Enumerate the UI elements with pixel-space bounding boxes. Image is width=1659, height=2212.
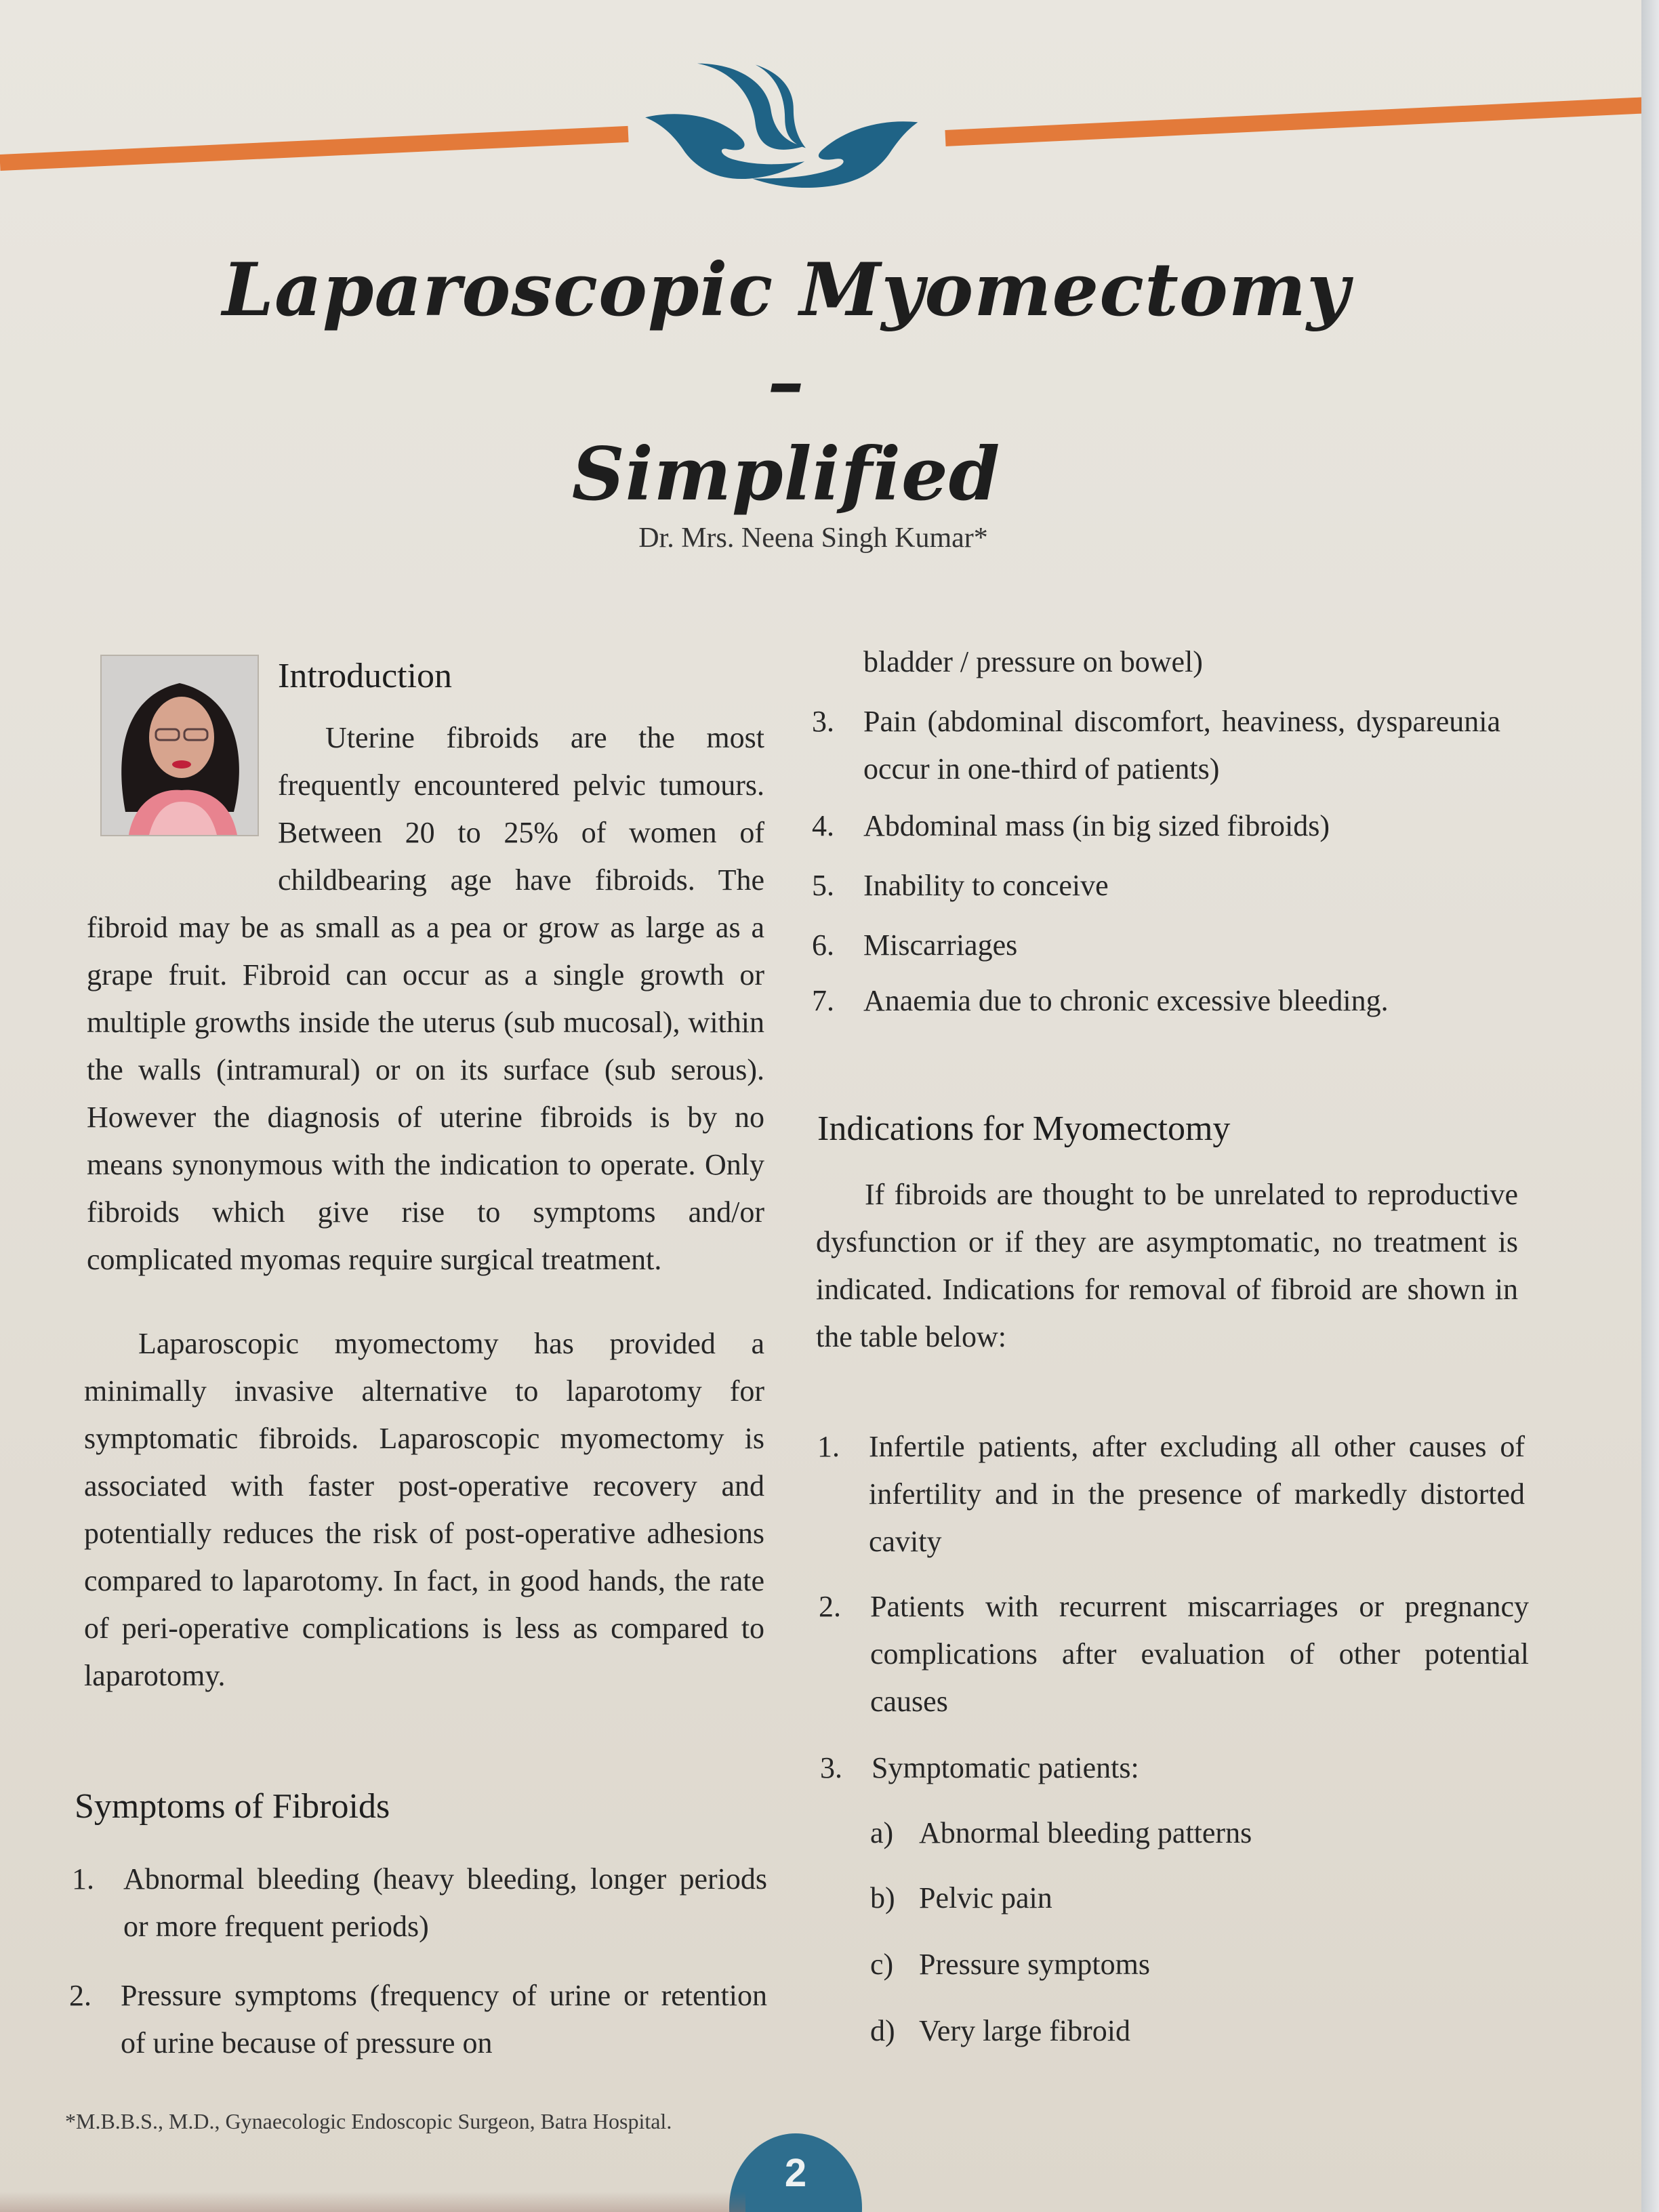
indication-item [819, 1583, 1529, 1725]
list-number: 2. [819, 1590, 841, 1623]
list-number: 3. [820, 1751, 842, 1784]
article-title [203, 244, 1369, 520]
symptom-item [812, 698, 1500, 793]
symptom-item [812, 802, 1500, 850]
indication-text: Patients with recurrent miscarriages or pregnancy complications after evaluation of other potential causes [870, 1590, 1529, 1718]
symptom-text: Anaemia due to chronic excessive bleeding. [863, 984, 1389, 1017]
page-number-badge: 2 [729, 2133, 862, 2212]
introduction-paragraph-2-text: Laparoscopic myomectomy has provided a minimally invasive alternative to laparotomy for symptomatic fibroids. Laparoscopic myomectomy is associated with faster post-operative recovery and potentially reduces the risk of post-operative adhesions compared to laparotomy. In fact, in good hands, the rate of peri-operative complications is less as compared to laparotomy. [84, 1327, 764, 1692]
list-number: 4. [812, 809, 834, 842]
indications-paragraph [816, 1171, 1518, 1361]
sub-item-text: Abnormal bleeding patterns [919, 1816, 1252, 1849]
symptom-item [72, 1856, 767, 1950]
symptom-text: Pain (abdominal discomfort, heaviness, dyspareunia occur in one-third of patients) [863, 705, 1500, 785]
article-title-line2: Simplified [571, 432, 1001, 517]
author-footnote: *M.B.B.S., M.D., Gynaecologic Endoscopic Surgeon, Batra Hospital. [65, 2109, 672, 2133]
list-number: 6. [812, 928, 834, 962]
indication-item [817, 1423, 1525, 1565]
sub-item-text: Pressure symptoms [919, 1948, 1150, 1981]
sub-item-label: d) [870, 2014, 895, 2047]
symptom-text: Miscarriages [863, 928, 1018, 962]
introduction-paragraph-2 [84, 1320, 764, 1700]
symptom-text: Abnormal bleeding (heavy bleeding, longer periods or more frequent periods) [123, 1862, 767, 1943]
sub-item-text: Very large fibroid [919, 2014, 1130, 2047]
indication-sub-item [870, 1875, 1461, 1922]
list-number: 3. [812, 705, 834, 738]
sub-item-label: b) [870, 1881, 895, 1914]
indications-paragraph-text: If fibroids are thought to be unrelated to reproductive dysfunction or if they are asymptomatic, no treatment is indicated. Indications for removal of fibroid are shown in the table below: [816, 1178, 1518, 1353]
sub-item-label: a) [870, 1816, 894, 1849]
hands-with-flame-logo-icon [627, 37, 945, 200]
indication-sub-item [870, 1941, 1461, 1988]
indications-heading: Indications for Myomectomy [817, 1109, 1231, 1148]
sub-item-text: Pelvic pain [919, 1881, 1052, 1914]
author-byline: Dr. Mrs. Neena Singh Kumar* [638, 523, 988, 554]
list-number: 1. [72, 1862, 94, 1896]
symptom-item [812, 922, 1500, 969]
symptom-item [812, 862, 1500, 909]
indication-item [820, 1744, 1522, 1792]
symptom-text: Abdominal mass (in big sized fibroids) [863, 809, 1330, 842]
introduction-heading: Introduction [278, 657, 453, 695]
header-rule-left [0, 126, 629, 171]
photo-float-spacer [87, 714, 278, 904]
sub-item-label: c) [870, 1948, 894, 1981]
list-number: 5. [812, 869, 834, 902]
symptom-text: bladder / pressure on bowel) [863, 645, 1203, 678]
article-title-line1: Laparoscopic Myomectomy – [222, 247, 1350, 425]
symptoms-heading: Symptoms of Fibroids [75, 1787, 390, 1826]
indication-text: Infertile patients, after excluding all other causes of infertility and in the presence of markedly distorted cavity [869, 1430, 1525, 1558]
symptom-text: Inability to conceive [863, 869, 1109, 902]
header-rule-right [945, 97, 1641, 146]
symptom-item [69, 1972, 767, 2067]
page-edge-shadow [0, 2192, 745, 2212]
indication-text: Symptomatic patients: [872, 1751, 1139, 1784]
symptom-text: Pressure symptoms (frequency of urine or retention of urine because of pressure on [121, 1979, 767, 2060]
introduction-paragraph-1 [87, 714, 764, 1284]
indication-sub-item [870, 1809, 1461, 1857]
list-number: 1. [817, 1430, 840, 1463]
list-number: 2. [69, 1979, 91, 2012]
symptom-item [812, 977, 1500, 1025]
indication-sub-item [870, 2007, 1461, 2055]
page-right-edge [1641, 0, 1659, 2212]
symptom-item-continuation [863, 638, 1507, 686]
introduction-paragraph-1-text: Uterine fibroids are the most frequently encountered pelvic tumours. Between 20 to 25% of women of childbearing age have fibroids. The fibroid may be as small as a pea or grow as large as a grape fruit. Fibroid can occur as a single growth or multiple growths inside the uterus (sub mucosal), within the walls (intramural) or on its surface (sub serous). However the diagnosis of uterine fibroids is by no means synonymous with the indication to operate. Only fibroids which give rise to symptoms and/or complicated myomas require surgical treatment. [87, 721, 764, 1276]
list-number: 7. [812, 984, 834, 1017]
